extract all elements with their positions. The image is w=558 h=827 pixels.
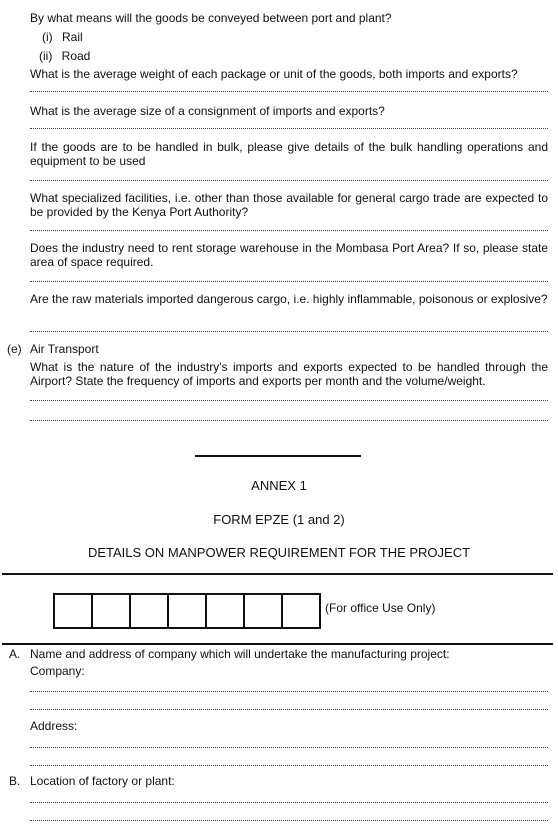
address-line[interactable] bbox=[30, 747, 548, 748]
bulk-question: If the goods are to be handled in bulk, please give details of the bulk handling operations and equipment to be used bbox=[30, 140, 548, 168]
section-b-label: Location of factory or plant: bbox=[30, 774, 175, 788]
office-use-box[interactable] bbox=[91, 593, 131, 629]
section-a-marker: A. bbox=[9, 647, 21, 661]
answer-line[interactable] bbox=[30, 331, 548, 332]
answer-line[interactable] bbox=[30, 91, 548, 92]
company-line[interactable] bbox=[30, 691, 548, 692]
office-use-boxes bbox=[53, 593, 321, 629]
form-title: FORM EPZE (1 and 2) bbox=[213, 512, 345, 527]
office-use-box[interactable] bbox=[129, 593, 169, 629]
facilities-question: What specialized facilities, i.e. other than those available for general cargo trade are expected to be provided by the Kenya Port Authority? bbox=[30, 191, 548, 219]
section-a-label: Name and address of company which will undertake the manufacturing project: bbox=[30, 647, 450, 661]
office-use-label: (For office Use Only) bbox=[325, 601, 436, 615]
office-use-box[interactable] bbox=[167, 593, 207, 629]
option-number: (ii) bbox=[39, 49, 53, 63]
address-line[interactable] bbox=[30, 765, 548, 766]
section-rule bbox=[2, 643, 553, 645]
office-use-box[interactable] bbox=[243, 593, 283, 629]
size-question: What is the average size of a consignment of imports and exports? bbox=[30, 104, 385, 118]
company-label: Company: bbox=[30, 664, 85, 678]
air-transport-heading: Air Transport bbox=[30, 342, 99, 356]
header-rule bbox=[2, 573, 553, 575]
address-label: Address: bbox=[30, 719, 78, 733]
answer-line[interactable] bbox=[30, 420, 548, 421]
company-line[interactable] bbox=[30, 709, 548, 710]
annex-subtitle: DETAILS ON MANPOWER REQUIREMENT FOR THE PROJECT bbox=[87, 545, 471, 560]
location-line[interactable] bbox=[30, 820, 548, 821]
conveyance-question: By what means will the goods be conveyed between port and plant? bbox=[30, 11, 392, 25]
answer-line[interactable] bbox=[30, 180, 548, 181]
option-number: (i) bbox=[42, 30, 53, 44]
option-label: Rail bbox=[62, 30, 83, 44]
option-rail bbox=[42, 30, 83, 44]
answer-line[interactable] bbox=[30, 230, 548, 231]
air-transport-question: What is the nature of the industry's imports and exports expected to be handled through the Airport? State the frequency of imports and exports per month and the volume/weight. bbox=[30, 360, 548, 388]
warehouse-question: Does the industry need to rent storage warehouse in the Mombasa Port Area? If so, please state area of space required. bbox=[30, 241, 548, 269]
option-road bbox=[39, 49, 90, 63]
dangerous-question: Are the raw materials imported dangerous cargo, i.e. highly inflammable, poisonous or explosive? bbox=[30, 292, 548, 306]
office-use-box[interactable] bbox=[205, 593, 245, 629]
answer-line[interactable] bbox=[30, 400, 548, 401]
answer-line[interactable] bbox=[30, 281, 548, 282]
option-label: Road bbox=[61, 49, 91, 63]
section-divider bbox=[195, 455, 361, 457]
location-line[interactable] bbox=[30, 802, 548, 803]
air-transport-marker: (e) bbox=[7, 342, 22, 356]
section-b-marker: B. bbox=[9, 774, 21, 788]
answer-line[interactable] bbox=[30, 128, 548, 129]
office-use-box[interactable] bbox=[281, 593, 321, 629]
annex-title: ANNEX 1 bbox=[251, 478, 307, 493]
office-use-box[interactable] bbox=[53, 593, 93, 629]
weight-question: What is the average weight of each package or unit of the goods, both imports and exports? bbox=[30, 67, 518, 81]
